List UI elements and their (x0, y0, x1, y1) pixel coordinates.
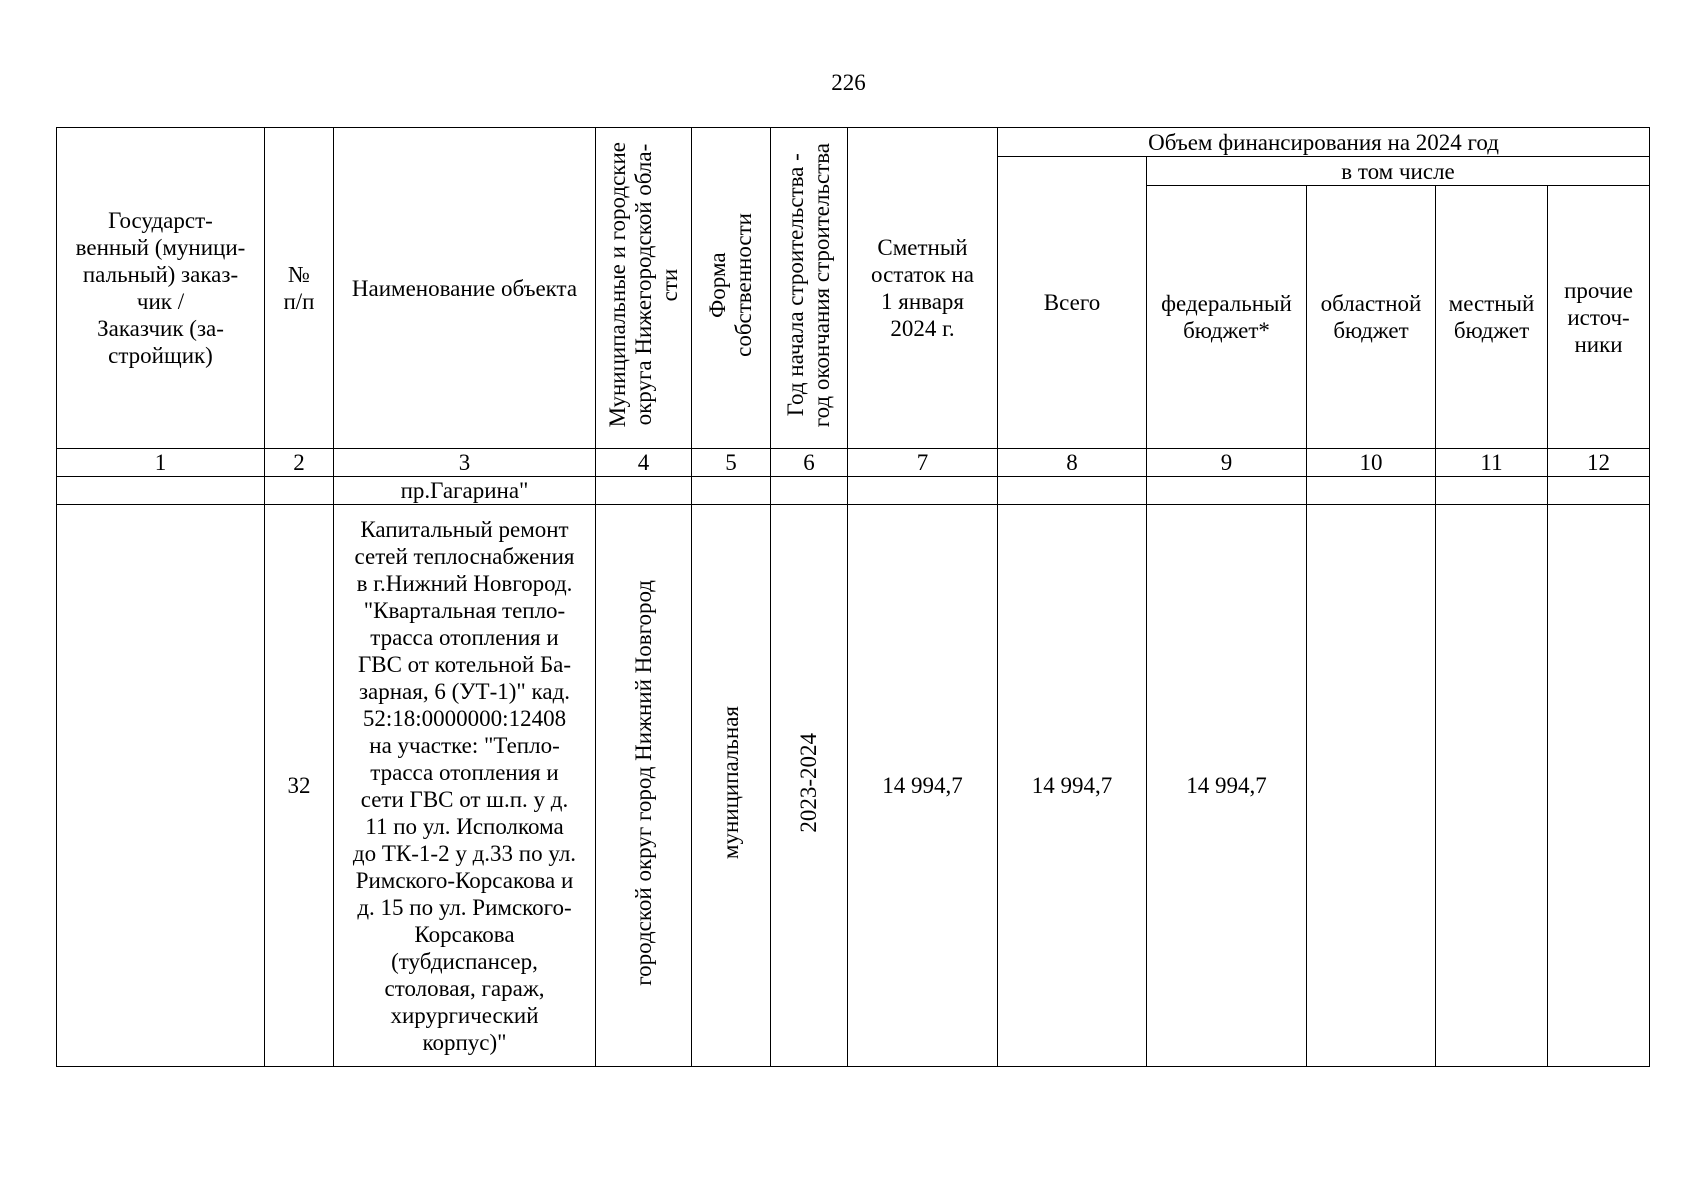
header-local: местный бюджет (1436, 186, 1548, 449)
row-ownership-text: муниципальная (718, 705, 743, 860)
column-number: 1 (57, 449, 265, 477)
header-other: прочие источ- ники (1548, 186, 1650, 449)
row-years (771, 505, 848, 1067)
header-including: в том числе (1147, 157, 1650, 186)
header-customer: Государст- венный (муници- пальный) заказ- чик / Заказчик (за- стройщик) (57, 128, 265, 449)
header-years-text: Год начала строительства - год окончания строительства (783, 142, 834, 428)
row-municipality (596, 505, 692, 1067)
row-other (1548, 505, 1650, 1067)
column-number: 8 (998, 449, 1147, 477)
column-number: 5 (692, 449, 771, 477)
column-number: 12 (1548, 449, 1650, 477)
row-federal: 14 994,7 (1147, 505, 1307, 1067)
row-local (1436, 505, 1548, 1067)
page-number: 226 (831, 70, 866, 95)
column-number: 10 (1307, 449, 1436, 477)
header-object-name: Наименование объекта (334, 128, 596, 449)
row-object-name: Капитальный ремонт сетей теплоснабжения в г.Нижний Новгород. "Квартальная тепло- трасса отопления и ГВС от котельной Ба- зарная, 6 (УТ-1)" кад. 52:18:0000000:12408 на участке: "Тепло- трасса отопления и сети ГВС от ш.п. у д. 11 по ул. Исполкома до ТК-1-2 у д.33 по ул. Римского-Корсакова и д. 15 по ул. Римского- Корсакова (тубдиспансер, столовая, гараж, хирургический корпус)" (334, 505, 596, 1067)
column-number-row (57, 449, 1650, 477)
header-years (771, 128, 848, 449)
column-number: 6 (771, 449, 848, 477)
header-federal: федеральный бюджет* (1147, 186, 1307, 449)
row-regional (1307, 505, 1436, 1067)
header-municipality-text: Муниципальные и городские округа Нижегородской обла- сти (604, 142, 682, 428)
column-number: 9 (1147, 449, 1307, 477)
continuation-name: пр.Гагарина" (334, 477, 596, 505)
column-number: 11 (1436, 449, 1548, 477)
row-municipality-text: городской округ город Нижний Новгород (630, 579, 656, 986)
row-remaining: 14 994,7 (848, 505, 998, 1067)
header-number: № п/п (265, 128, 334, 449)
row-number: 32 (265, 505, 334, 1067)
row-customer (57, 505, 265, 1067)
header-funding-group: Объем финансирования на 2024 год (998, 128, 1650, 157)
header-total: Всего (998, 157, 1147, 449)
column-number: 3 (334, 449, 596, 477)
financing-table (56, 127, 1650, 1067)
row-years-text: 2023-2024 (796, 732, 821, 833)
column-number: 7 (848, 449, 998, 477)
header-regional: областной бюджет (1307, 186, 1436, 449)
row-ownership (692, 505, 771, 1067)
column-number: 4 (596, 449, 692, 477)
row-total: 14 994,7 (998, 505, 1147, 1067)
header-municipality (596, 128, 692, 449)
header-ownership-text: Форма собственности (705, 213, 756, 357)
header-remaining: Сметный остаток на 1 января 2024 г. (848, 128, 998, 449)
table-row (57, 505, 1650, 1067)
header-ownership (692, 128, 771, 449)
continuation-row (57, 477, 1650, 505)
column-number: 2 (265, 449, 334, 477)
